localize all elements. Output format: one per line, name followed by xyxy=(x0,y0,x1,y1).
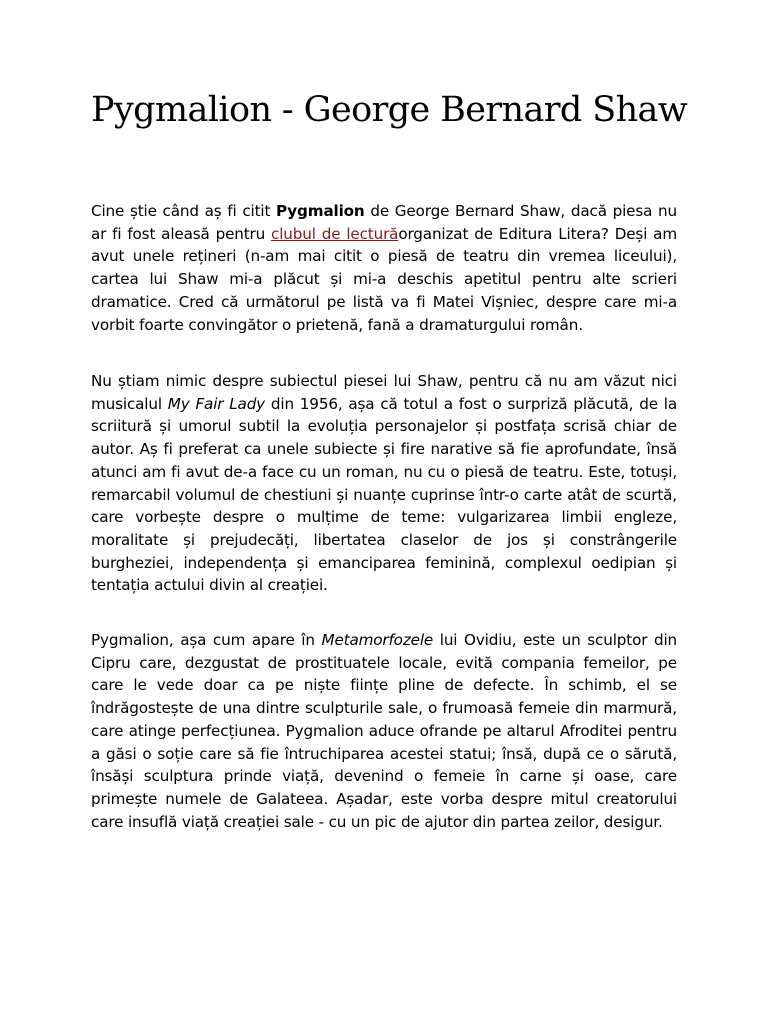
document-title: Pygmalion - George Bernard Shaw xyxy=(91,90,688,130)
paragraph-1 xyxy=(91,200,677,336)
paragraph-1-text-2: de George Bernard Shaw, dacă piesa nu ar fi fost aleasă pentru xyxy=(91,202,677,243)
paragraph-2-text-2: din 1956, așa că totul a fost o surpriză plăcută, de la scriitură și umorul subtil la evoluția personajelor și postfața scrisă chiar de autor. Aș fi preferat ca unele subiecte și fire narative să fie aprofundate, însă atunci am fi avut de-a face cu un roman, nu cu o piesă de teatru. Este, totuși, remarcabil volumul de chestiuni și nuanțe cuprinse într-o carte atât de scurtă, care vorbește despre o mulțime de teme: vulgarizarea limbii engleze, moralitate și prejudecăți, libertatea claselor de jos și constrângerile burgheziei, independența și emanciparea feminină, complexul oedipian și tentația actului divin al creației. xyxy=(91,394,677,595)
paragraph-2-text-1: Nu știam nimic despre subiectul piesei lui Shaw, pentru că nu am văzut nici musicalul xyxy=(91,372,677,413)
paragraph-1-text-1: Cine știe când aș fi citit xyxy=(91,202,277,220)
paragraph-3-text-1: Pygmalion, așa cum apare în xyxy=(91,631,322,649)
book-club-link[interactable]: clubul de lectură xyxy=(271,224,399,243)
paragraph-2 xyxy=(91,370,677,597)
metamorphoses-title: Metamorfozele xyxy=(321,631,434,649)
paragraph-1-text-3: organizat de Editura Litera? Deși am avut unele rețineri (n-am mai citit o piesă de teatru din vremea liceului), cartea lui Shaw mi-a plăcut și mi-a deschis apetitul pentru alte scrieri dramatice. Cred că următorul pe listă va fi Matei Vișniec, despre care mi-a vorbit foarte convingător o prietenă, fană a dramaturgului român. xyxy=(91,224,677,334)
paragraph-3-text-2: lui Ovidiu, este un sculptor din Cipru care, dezgustat de prostituatele locale, evită compania femeilor, pe care le vede doar ca pe niște ființe pline de defecte. În schimb, el se îndrăgostește de una dintre sculpturile sale, o frumoasă femeie din marmură, care atinge perfecțiunea. Pygmalion aduce ofrande pe altarul Afroditei pentru a găsi o soție care să fie întruchiparea acestei statui; însă, după ce o sărută, însăși sculptura prinde viață, devenind o femeie în carne și oase, care primește numele de Galateea. Așadar, este vorba despre mitul creatorului care insuflă viață creației sale - cu un pic de ajutor din partea zeilor, desigur. xyxy=(91,631,677,831)
book-title-pygmalion: Pygmalion xyxy=(276,202,365,220)
paragraph-3 xyxy=(91,629,677,833)
musical-title: My Fair Lady xyxy=(167,394,266,413)
